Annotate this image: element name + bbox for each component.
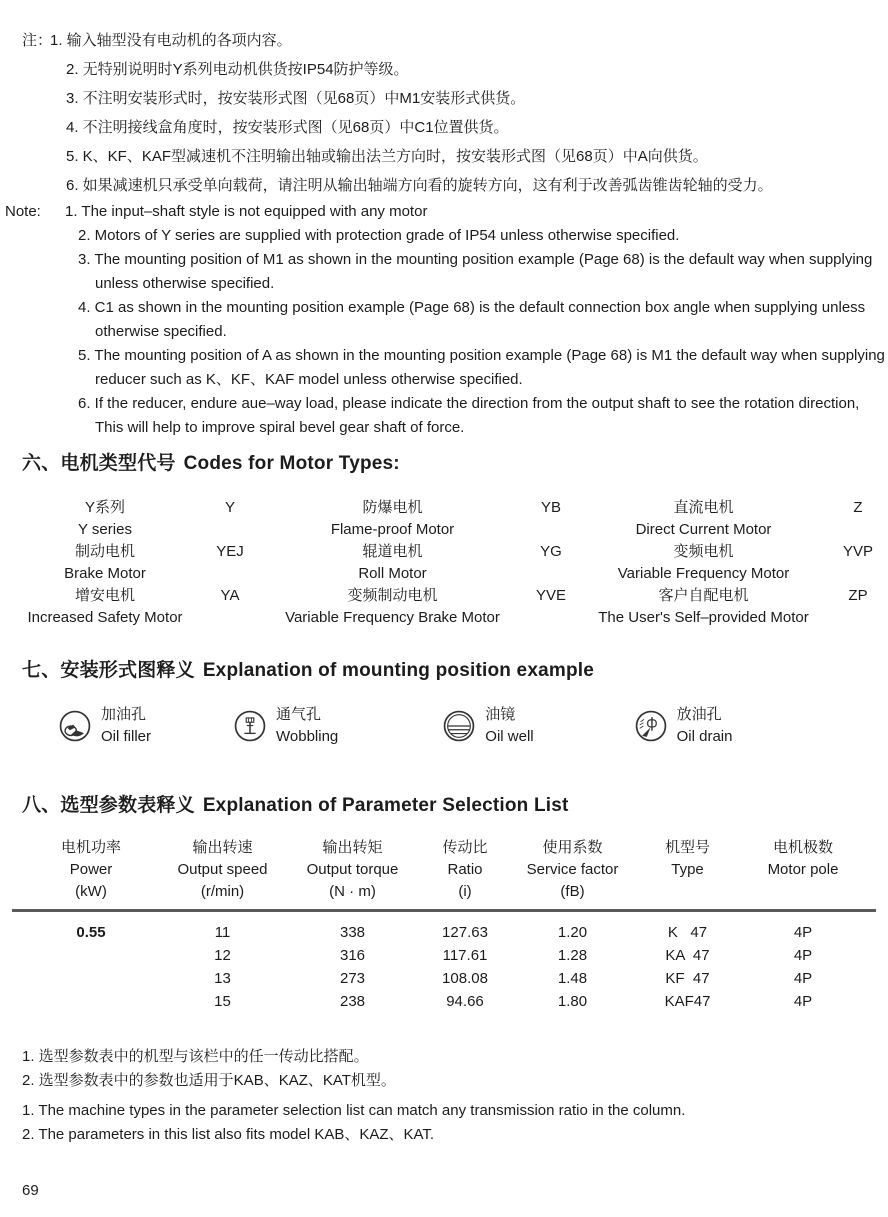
mounting-symbols-legend [0, 704, 888, 748]
factor-value: 1.20 [557, 924, 588, 941]
motor-name-cell [250, 497, 535, 541]
motor-name-en: Variable Frequency Brake Motor [285, 609, 500, 626]
motor-name-cn: 变频电机 [673, 543, 734, 560]
motor-name-en: Y series [78, 521, 132, 538]
legend-oil-drain [634, 704, 733, 748]
legend-label [276, 704, 338, 748]
ratio-value: 117.61 [442, 947, 488, 964]
header-type [645, 837, 730, 903]
header-service-factor [500, 837, 645, 903]
footnote-cn-2: 2. 选型参数表中的参数也适用于KAB、KAZ、KAT机型。 [22, 1072, 396, 1089]
motor-name-cn: 直流电机 [673, 499, 734, 516]
header-unit: (N · m) [329, 883, 376, 900]
header-cn: 传动比 [442, 839, 488, 856]
notes-chinese [0, 26, 888, 200]
torque-value: 338 [339, 924, 366, 941]
speed-value: 12 [214, 947, 231, 964]
parameter-table-header [12, 837, 876, 903]
note-cn-2: 2. 无特别说明时Y系列电动机供货按IP54防护等级。 [66, 61, 409, 78]
legend-label-cn: 通气孔 [276, 706, 322, 723]
header-cn: 输出转矩 [322, 839, 383, 856]
note-cn-5: 5. K、KF、KAF型减速机不注明输出轴或输出法兰方向时，按安装形式图（见68页）中A向供货。 [66, 148, 708, 165]
section6-title [22, 448, 888, 475]
note-en-1 [0, 200, 888, 224]
note-cn-1 [0, 26, 888, 55]
oil-sight-glass-icon [442, 709, 476, 743]
motor-name-cn: 防爆电机 [362, 499, 423, 516]
power-value-empty [12, 944, 170, 967]
ratio-value: 108.08 [442, 970, 488, 987]
section7-title-en: Explanation of mounting position example [202, 660, 594, 681]
motor-name-cell [250, 585, 535, 629]
legend-label [485, 704, 533, 748]
header-en: Power [69, 861, 113, 878]
motor-name-cn: 制动电机 [74, 543, 135, 560]
factor-value: 1.48 [557, 970, 588, 987]
note-en-4: 4. C1 as shown in the mounting position example (Page 68) is the default connection box angle when supplying unless otherwise specified. [78, 299, 866, 340]
pole-value: 4P [793, 993, 813, 1010]
motor-name-en: Roll Motor [358, 565, 427, 582]
pole-value: 4P [793, 970, 813, 987]
section8-title [22, 790, 888, 817]
section7-title-cn: 七、安装形式图释义 [22, 660, 195, 681]
header-output-torque [275, 837, 430, 903]
header-cn: 电机功率 [60, 839, 121, 856]
section7-title [22, 655, 888, 682]
section6-title-cn: 六、电机类型代号 [22, 453, 176, 474]
header-output-speed [170, 837, 275, 903]
header-en: Output speed [177, 861, 268, 878]
motor-name-en: Increased Safety Motor [27, 609, 183, 626]
torque-value: 238 [339, 993, 366, 1010]
section8-title-en: Explanation of Parameter Selection List [202, 795, 569, 816]
motor-code-cell: Y [224, 499, 235, 516]
header-en: Ratio [447, 861, 483, 878]
type-value: K 47 [667, 924, 708, 941]
legend-label-cn: 加油孔 [101, 706, 147, 723]
motor-code-cell: YVP [842, 543, 873, 560]
notes-cn-prefix: 注： [22, 32, 53, 49]
header-motor-pole [730, 837, 876, 903]
note-cn-4: 4. 不注明接线盒角度时，按安装形式图（见68页）中C1位置供货。 [66, 119, 509, 136]
power-value-empty [12, 990, 170, 1013]
motor-name-en: Flame-proof Motor [330, 521, 455, 538]
note-cn-6: 6. 如果减速机只承受单向载荷，请注明从输出轴端方向看的旋转方向，这有利于改善弧齿锥齿轮轴的受力。 [66, 177, 773, 194]
legend-label-en: Oil well [485, 728, 534, 745]
motor-name-en: Variable Frequency Motor [617, 565, 790, 582]
legend-label-cn: 油镜 [485, 706, 516, 723]
note-cn-3: 3. 不注明安装形式时，按安装形式图（见68页）中M1安装形式供货。 [66, 90, 526, 107]
motor-code-cell: YA [220, 587, 240, 604]
speed-value: 11 [214, 924, 231, 941]
motor-name-cell [567, 541, 840, 585]
breather-vent-icon [233, 709, 267, 743]
motor-name-cn: 客户自配电机 [658, 587, 749, 604]
motor-name-cell [250, 541, 535, 585]
header-en: Output torque [306, 861, 399, 878]
header-cn: 电机极数 [772, 839, 833, 856]
motor-name-en: Brake Motor [64, 565, 146, 582]
motor-name-cell [567, 585, 840, 629]
note-en-1-text: 1. The input–shaft style is not equipped with any motor [65, 203, 428, 220]
motor-code-cell: Z [853, 499, 863, 516]
section6-title-en: Codes for Motor Types: [183, 453, 400, 474]
legend-oil-well [442, 704, 533, 748]
torque-value: 273 [339, 970, 366, 987]
footnote-cn-1: 1. 选型参数表中的机型与该栏中的任一传动比搭配。 [22, 1048, 369, 1065]
factor-value: 1.28 [557, 947, 588, 964]
speed-value: 13 [214, 970, 231, 987]
pole-value: 4P [793, 947, 813, 964]
ratio-value: 127.63 [442, 924, 488, 941]
motor-code-cell: YEJ [216, 543, 244, 560]
motor-code-cell: YVE [535, 587, 566, 604]
torque-value: 316 [339, 947, 366, 964]
page-number: 69 [22, 1182, 39, 1199]
factor-value: 1.80 [557, 993, 588, 1010]
motor-code-cell: ZP [848, 587, 868, 604]
parameter-selection-table [12, 837, 876, 1013]
oil-filler-icon [58, 709, 92, 743]
note-cn-1-text: 1. 输入轴型没有电动机的各项内容。 [50, 32, 292, 49]
motor-name-en: Direct Current Motor [635, 521, 772, 538]
document-page [0, 26, 888, 1217]
legend-label-en: Wobbling [276, 728, 339, 745]
table-rule [12, 909, 876, 912]
legend-label-en: Oil drain [676, 728, 733, 745]
motor-codes-table [0, 497, 888, 629]
header-ratio [430, 837, 500, 903]
notes-english [0, 200, 888, 440]
ratio-value: 94.66 [446, 993, 484, 1010]
header-power [12, 837, 170, 903]
motor-name-cell [0, 541, 210, 585]
notes-en-prefix: Note: [5, 203, 41, 220]
pole-value: 4P [793, 924, 813, 941]
header-en: Motor pole [767, 861, 839, 878]
oil-drain-icon [634, 709, 668, 743]
motor-name-cn: 增安电机 [74, 587, 135, 604]
motor-name-cell [0, 585, 210, 629]
motor-code-cell: YG [540, 543, 562, 560]
header-cn: 使用系数 [542, 839, 603, 856]
header-en: Service factor [526, 861, 619, 878]
footnote-en-2: 2. The parameters in this list also fits model KAB、KAZ、KAT. [22, 1126, 435, 1143]
type-value: KA 47 [665, 947, 710, 964]
motor-name-cell [0, 497, 210, 541]
footnotes-chinese [22, 1045, 888, 1093]
motor-name-cn: 辊道电机 [362, 543, 423, 560]
legend-label [101, 704, 151, 748]
legend-label-en: Oil filler [101, 728, 152, 745]
legend-wobbling [233, 704, 338, 748]
legend-oil-filler [58, 704, 151, 748]
footnotes-english [22, 1099, 888, 1147]
note-en-5: 5. The mounting position of A as shown in the mounting position example (Page 68) is M1 the default way when supplying reducer such as K、KF、KAF model unless otherwise specified. [78, 347, 885, 388]
motor-name-en: The User's Self–provided Motor [598, 609, 809, 626]
note-en-2: 2. Motors of Y series are supplied with protection grade of IP54 unless otherwise specified. [78, 227, 680, 244]
type-value: KF 47 [665, 970, 710, 987]
type-value: KAF47 [664, 993, 711, 1010]
header-cn: 输出转速 [192, 839, 253, 856]
header-unit: (fB) [560, 883, 585, 900]
header-unit: (i) [458, 883, 472, 900]
header-unit: (r/min) [200, 883, 245, 900]
section8-title-cn: 八、选型参数表释义 [22, 795, 195, 816]
note-en-3: 3. The mounting position of M1 as shown in the mounting position example (Page 68) is the default way when supplying unless otherwise specified. [78, 251, 873, 292]
footnote-en-1: 1. The machine types in the parameter selection list can match any transmission ratio in the column. [22, 1102, 686, 1119]
legend-label-cn: 放油孔 [676, 706, 722, 723]
header-unit: (kW) [75, 883, 107, 900]
header-en: Type [671, 861, 704, 878]
speed-value: 15 [214, 993, 231, 1010]
power-value-empty [12, 967, 170, 990]
motor-name-cn: Y系列 [84, 499, 125, 516]
power-value: 0.55 [76, 924, 106, 941]
motor-code-cell: YB [540, 499, 561, 516]
note-en-6: 6. If the reducer, endure aue–way load, please indicate the direction from the output shaft to see the rotation direction, This will help to improve spiral bevel gear shaft of force. [78, 395, 860, 436]
parameter-table-body [12, 921, 876, 1013]
legend-label [677, 704, 733, 748]
motor-name-cell [567, 497, 840, 541]
motor-name-cn: 变频制动电机 [347, 587, 438, 604]
header-cn: 机型号 [664, 839, 710, 856]
